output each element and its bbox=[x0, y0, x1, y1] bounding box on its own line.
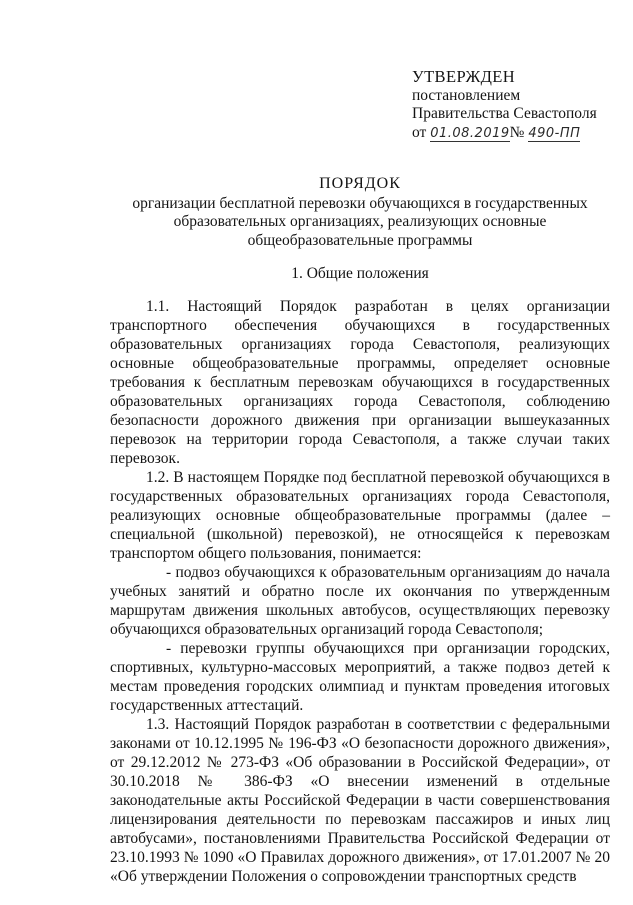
approval-stamp-block bbox=[412, 68, 627, 142]
paragraph-list-item-1: - подвоз обучающихся к образовательным организациям до начала учебных занятий и обратно после их окончания по утвержденным маршрутам движения школьных автобусов, осуществляющих перевозку обучающихся образовательных организаций города Севастополя; bbox=[110, 564, 610, 638]
paragraph-1-3: 1.3. Настоящий Порядок разработан в соответствии с федеральными законами от 10.12.1995 № 196-ФЗ «О безопасности дорожного движения», от 29.12.2012 № 273-ФЗ «Об образовании в Российской Федерации», от 30.10.2018 № 386-ФЗ «О внесении изменений в отдельные законодательные акты Российской Федерации в части совершенствования лицензирования деятельности по перевозкам пассажиров и иных лиц автобусами», постановлениями Правительства Российской Федерации от 23.10.1993 № 1090 «О Правилах дорожного движения», от 17.01.2007 № 20 «Об утверждении Положения о сопровождении транспортных средств bbox=[110, 716, 610, 885]
document-subtitle-line-1: организации бесплатной перевозки обучающихся в государственных bbox=[132, 194, 588, 212]
document-title-block bbox=[110, 175, 610, 250]
document-title: ПОРЯДОК bbox=[319, 175, 401, 192]
approval-date-handwritten: 01.08.2019 bbox=[430, 125, 510, 141]
document-body bbox=[110, 297, 610, 886]
approval-line-government: Правительства Севастополя bbox=[412, 105, 597, 122]
document-subtitle-line-3: общеобразовательные программы bbox=[247, 231, 473, 249]
approval-line-decree: постановлением bbox=[412, 86, 521, 104]
approval-line-date-number bbox=[412, 124, 627, 143]
section-heading: 1. Общие положения bbox=[291, 265, 429, 282]
approval-from-prefix: от bbox=[412, 123, 427, 141]
approval-heading: УТВЕРЖДЕН bbox=[412, 67, 516, 86]
approval-number-handwritten: 490-ПП bbox=[528, 125, 581, 141]
paragraph-1-1: 1.1. Настоящий Порядок разработан в целях организации транспортного обеспечения обучающихся в государственных образовательных организациях города Севастополя, реализующих основные общеобразовательные программы, определяет основные требования к бесплатным перевозкам обучающихся в государственных образовательных организациях города Севастополя, соблюдению безопасности дорожного движения при организации вышеуказанных перевозок на территории города Севастополя, а также случаи таких перевозок. bbox=[110, 298, 610, 467]
paragraph-1-2: 1.2. В настоящем Порядке под бесплатной перевозкой обучающихся в государственных образовательных организациях города Севастополя, реализующих основные общеобразовательные программы (далее – специальной (школьной) перевозкой), не относящейся к перевозкам транспортом общего пользования, понимается: bbox=[110, 469, 610, 562]
approval-number-sign: № bbox=[509, 123, 525, 141]
paragraph-list-item-2: - перевозки группы обучающихся при организации городских, спортивных, культурно-массовых мероприятий, а также подвоз детей к местам проведения городских олимпиад и пунктам проведения итоговых государственных аттестаций. bbox=[110, 640, 610, 714]
document-subtitle-line-2: образовательных организациях, реализующих основные bbox=[173, 213, 547, 230]
